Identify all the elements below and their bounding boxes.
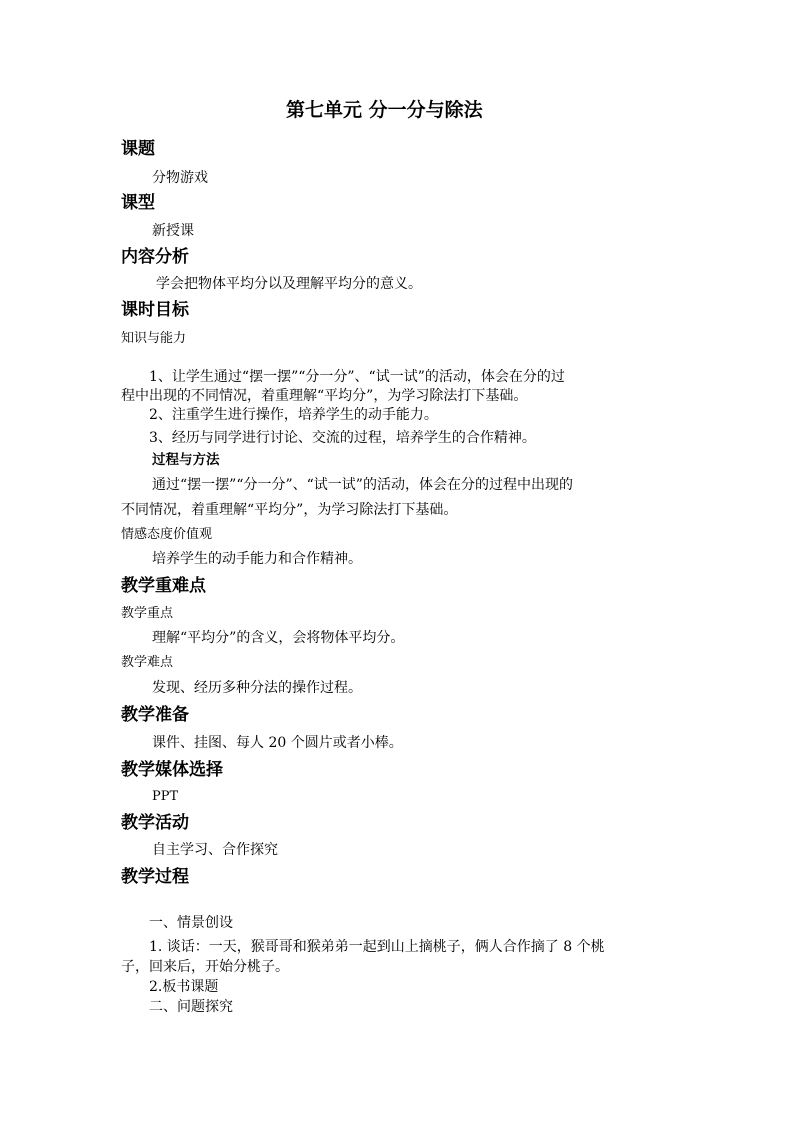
- neirong-text: 学会把物体平均分以及理解平均分的意义。: [156, 276, 422, 292]
- process-step-2a: 1. 谈话：一天，猴哥哥和猴弟弟一起到山上摘桃子，俩人合作摘了 8 个桃: [149, 939, 605, 955]
- subheading-nandian: 教学难点: [121, 655, 174, 670]
- mubiao-item-1a: 1、让学生通过“摆一摆”“分一分”、“试一试”的活动，体会在分的过: [149, 369, 565, 385]
- guocheng-text-b: 不同情况，着重理解“平均分”，为学习除法打下基础。: [121, 502, 458, 518]
- subheading-qinggan: 情感态度价值观: [121, 527, 213, 542]
- subheading-zhishi: 知识与能力: [121, 331, 187, 346]
- qinggan-text: 培养学生的动手能力和合作精神。: [152, 551, 362, 567]
- section-heading-zhongnan: 教学重难点: [121, 576, 206, 596]
- section-heading-keti: 课题: [121, 139, 155, 159]
- section-heading-zhunbei: 教学准备: [121, 705, 189, 725]
- section-heading-neirong: 内容分析: [121, 247, 189, 267]
- kexing-text: 新授课: [152, 223, 194, 239]
- zhongdian-text: 理解“平均分”的含义，会将物体平均分。: [152, 630, 405, 646]
- nandian-text: 发现、经历多种分法的操作过程。: [152, 680, 362, 696]
- subheading-guocheng: 过程与方法: [152, 452, 220, 468]
- section-heading-kexing: 课型: [121, 193, 155, 213]
- section-heading-mubiao: 课时目标: [121, 300, 189, 320]
- subheading-zhongdian: 教学重点: [121, 606, 174, 621]
- process-step-1: 一、情景创设: [149, 915, 233, 931]
- meiti-text: PPT: [152, 789, 179, 804]
- huodong-text: 自主学习、合作探究: [152, 842, 278, 858]
- section-heading-guocheng: 教学过程: [121, 867, 189, 887]
- document-title: 第七单元 分一分与除法: [286, 99, 483, 121]
- keti-text: 分物游戏: [152, 170, 208, 186]
- process-step-3: 2.板书课题: [149, 979, 219, 995]
- process-step-2b: 子，回来后，开始分桃子。: [121, 959, 289, 975]
- mubiao-item-3: 3、经历与同学进行讨论、交流的过程，培养学生的合作精神。: [149, 430, 536, 446]
- guocheng-text-a: 通过“摆一摆”“分一分”、“试一试”的活动，体会在分的过程中出现的: [152, 477, 573, 493]
- section-heading-meiti: 教学媒体选择: [121, 760, 223, 780]
- zhunbei-text: 课件、挂图、每人 20 个圆片或者小棒。: [152, 735, 403, 751]
- mubiao-item-1b: 程中出现的不同情况，着重理解“平均分”，为学习除法打下基础。: [121, 388, 528, 404]
- process-step-4: 二、问题探究: [149, 999, 233, 1015]
- section-heading-huodong: 教学活动: [121, 813, 189, 833]
- mubiao-item-2: 2、注重学生进行操作，培养学生的动手能力。: [149, 407, 438, 423]
